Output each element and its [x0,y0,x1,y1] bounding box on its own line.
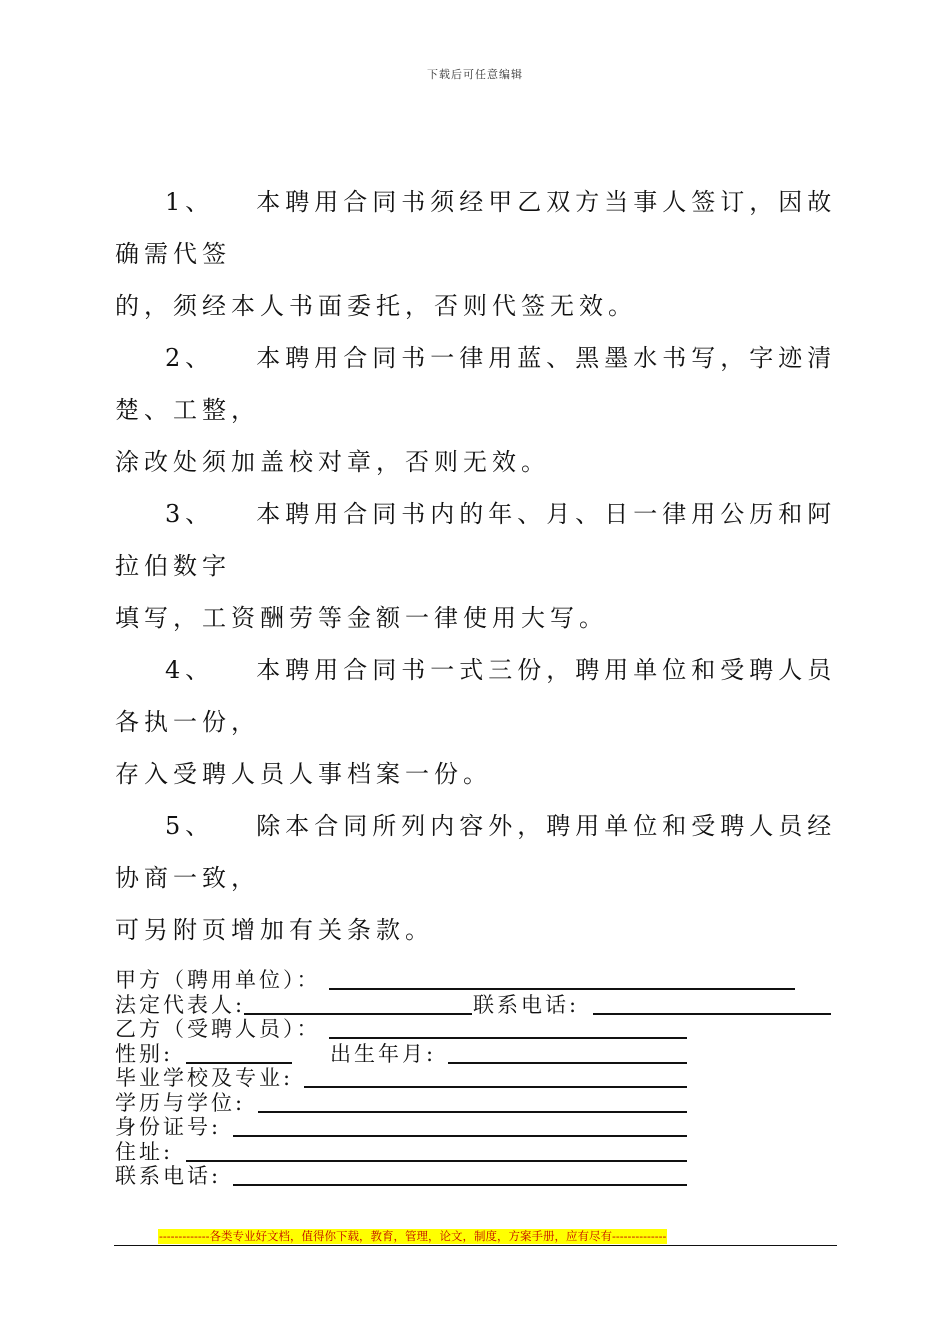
legal-rep-label: 法定代表人: [115,992,246,1017]
form-row-address [115,1140,845,1165]
clause-number: 2、 [165,344,215,372]
form-row-legal-rep [115,993,845,1018]
birth-date-field[interactable] [448,1042,687,1064]
education-degree-label: 学历与学位: [115,1090,246,1115]
legal-rep-field[interactable] [244,993,472,1015]
gender-field[interactable] [186,1042,292,1064]
clause-text-line1: 除本合同所列内容外，聘用单位和受聘人员经协商一致， [115,812,837,892]
form-row-education [115,1091,845,1116]
party-a-label: 甲方（聘用单位）： [115,968,321,992]
id-number-field[interactable] [233,1115,687,1137]
clause-text-line1: 本聘用合同书一式三份，聘用单位和受聘人员各执一份， [115,656,837,736]
clause-item [115,488,837,644]
clause-number: 1、 [165,188,215,216]
form-row-id-number [115,1115,845,1140]
clause-text-line2: 的，须经本人书面委托，否则代签无效。 [115,292,637,320]
contact-phone-a-label: 联系电话: [473,992,580,1017]
clause-text-line1: 本聘用合同书内的年、月、日一律用公历和阿拉伯数字 [115,500,837,580]
clause-text-line2: 存入受聘人员人事档案一份。 [115,760,492,788]
contract-parties-form [115,968,845,1189]
clause-item [115,176,837,332]
clause-text-line2: 涂改处须加盖校对章，否则无效。 [115,448,550,476]
clause-list [115,176,837,956]
form-row-gender-birth [115,1042,845,1067]
clause-text-line1: 本聘用合同书须经甲乙双方当事人签订，因故确需代签 [115,188,837,268]
form-row-contact-phone-b [115,1164,845,1189]
school-major-label: 毕业学校及专业: [115,1066,294,1090]
clause-item [115,644,837,800]
form-row-party-a [115,968,845,993]
party-a-field[interactable] [329,968,795,990]
clause-number: 4、 [165,656,215,684]
footer-divider [114,1245,837,1246]
id-number-label: 身份证号: [115,1115,222,1139]
clause-number: 5、 [165,812,215,840]
form-row-party-b [115,1017,845,1042]
education-degree-field[interactable] [258,1091,687,1113]
contact-phone-b-label: 联系电话: [115,1164,222,1188]
address-field[interactable] [186,1140,687,1162]
party-b-label: 乙方（受聘人员）： [115,1017,321,1041]
clause-item [115,332,837,488]
party-b-field[interactable] [329,1017,687,1039]
page-header-note: 下载后可任意编辑 [427,68,523,81]
address-label: 住址: [115,1139,174,1164]
clause-text-line1: 本聘用合同书一律用蓝、黑墨水书写，字迹清楚、工整， [115,344,837,424]
clause-text-line2: 可另附页增加有关条款。 [115,916,434,944]
gender-label: 性别: [115,1041,174,1066]
clause-text-line2: 填写，工资酬劳等金额一律使用大写。 [115,604,608,632]
clause-item [115,800,837,956]
school-major-field[interactable] [304,1066,687,1088]
contact-phone-b-field[interactable] [233,1164,687,1186]
clause-number: 3、 [165,500,215,528]
form-row-school-major [115,1066,845,1091]
birth-date-label: 出生年月: [330,1041,437,1066]
footer-banner: -------------各类专业好文档，值得你下载，教育，管理，论文，制度，方案手册，应有尽有-------------- [159,1229,667,1243]
contact-phone-a-field[interactable] [593,993,831,1015]
